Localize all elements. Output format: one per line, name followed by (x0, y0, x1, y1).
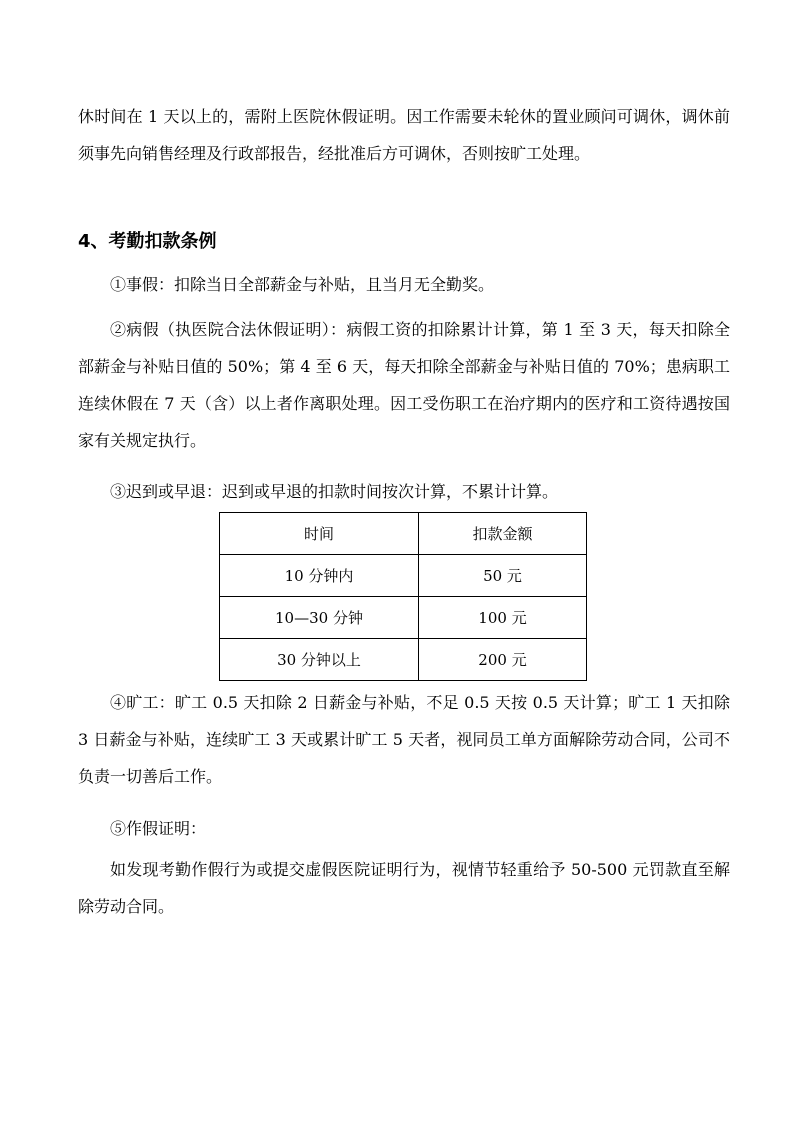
paragraph-false-proof: 如发现考勤作假行为或提交虚假医院证明行为，视情节轻重给予 50-500 元罚款直至解除劳动合同。 (78, 860, 730, 916)
table-header-time: 时间 (220, 513, 419, 555)
table-cell-time: 10—30 分钟 (220, 597, 419, 639)
paragraph-personal-leave: ①事假：扣除当日全部薪金与补贴，且当月无全勤奖。 (110, 275, 495, 294)
table-cell-amount: 100 元 (419, 597, 587, 639)
section-heading: 4、考勤扣款条例 (78, 231, 217, 252)
paragraph-late-early: ③迟到或早退：迟到或早退的扣款时间按次计算，不累计计算。 (110, 482, 559, 501)
table-header-amount: 扣款金额 (419, 513, 587, 555)
table-row (220, 555, 587, 597)
table-row (220, 639, 587, 681)
table-cell-time: 10 分钟内 (220, 555, 419, 597)
table-cell-time: 30 分钟以上 (220, 639, 419, 681)
table-row (220, 597, 587, 639)
table-cell-amount: 200 元 (419, 639, 587, 681)
paragraph-absenteeism: ④旷工：旷工 0.5 天扣除 2 日薪金与补贴，不足 0.5 天按 0.5 天计算；旷工 1 天扣除 3 日薪金与补贴，连续旷工 3 天或累计旷工 5 天者，视同员工单方面解除劳动合同，公司不负责一切善后工作。 (78, 693, 730, 786)
paragraph-rest-leave: 休时间在 1 天以上的，需附上医院休假证明。因工作需要未轮休的置业顾问可调休，调休前须事先向销售经理及行政部报告，经批准后方可调休，否则按旷工处理。 (78, 107, 730, 163)
table-cell-amount: 50 元 (419, 555, 587, 597)
paragraph-false-proof-title: ⑤作假证明： (110, 819, 207, 838)
table-header-row (220, 513, 587, 555)
deduction-table (219, 512, 587, 681)
paragraph-sick-leave: ②病假（执医院合法休假证明）：病假工资的扣除累计计算，第 1 至 3 天，每天扣除全部薪金与补贴日值的 50%；第 4 至 6 天，每天扣除全部薪金与补贴日值的 70%；患病职工连续休假在 7 天（含）以上者作离职处理。因工受伤职工在治疗期内的医疗和工资待遇按国家有关规定执行。 (78, 320, 730, 450)
